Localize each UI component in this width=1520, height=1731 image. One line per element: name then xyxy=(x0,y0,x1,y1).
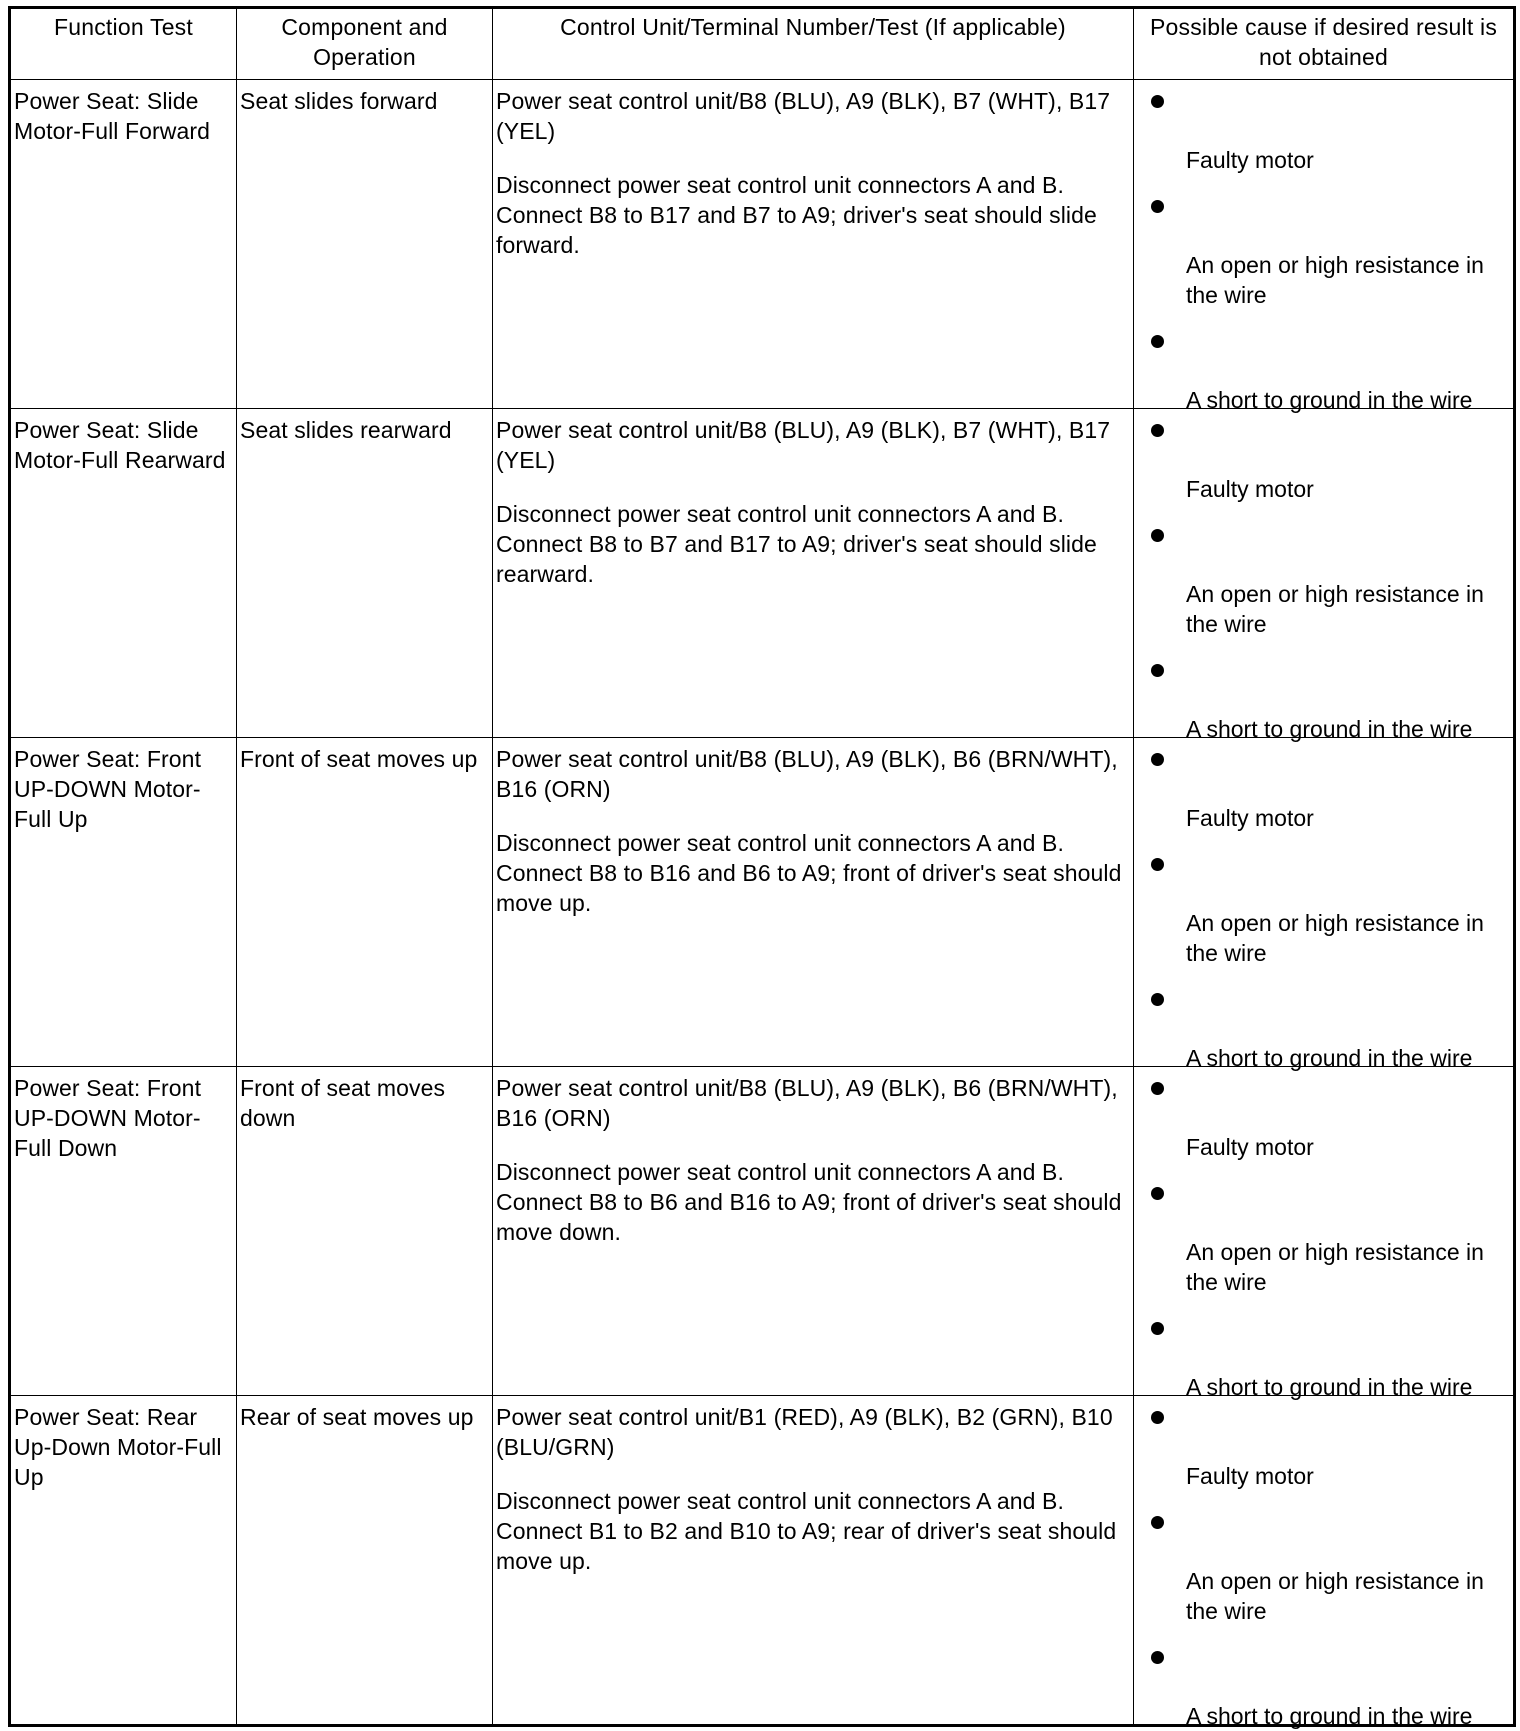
cause-text: Faulty motor xyxy=(1186,147,1314,173)
function-test-table xyxy=(8,6,1516,1727)
bullet-icon xyxy=(1151,753,1164,766)
operation-cell xyxy=(237,409,493,738)
cause-text: An open or high resistance in the wire xyxy=(1186,581,1484,637)
bullet-icon xyxy=(1151,1411,1164,1424)
bullet-icon xyxy=(1151,1187,1164,1200)
test-procedure-text: Disconnect power seat control unit connectors A and B. Connect B8 to B6 and B16 to A9; front of driver's seat should move down. xyxy=(496,1159,1122,1245)
header-function-test: Function Test xyxy=(10,8,237,80)
function-cell xyxy=(10,738,237,1067)
control-unit-text: Power seat control unit/B1 (RED), A9 (BLK), B2 (GRN), B10 (BLU/GRN) xyxy=(496,1404,1113,1460)
bullet-icon xyxy=(1151,335,1164,348)
bullet-icon xyxy=(1151,1516,1164,1529)
cause-text: An open or high resistance in the wire xyxy=(1186,1239,1484,1295)
cause-text: A short to ground in the wire xyxy=(1186,1703,1473,1729)
cause-text: A short to ground in the wire xyxy=(1186,387,1473,413)
test-procedure-text: Disconnect power seat control unit connectors A and B. Connect B1 to B2 and B10 to A9; rear of driver's seat should move up. xyxy=(496,1488,1117,1574)
bullet-icon xyxy=(1151,200,1164,213)
cause-text: A short to ground in the wire xyxy=(1186,716,1473,742)
bullet-icon xyxy=(1151,95,1164,108)
function-cell xyxy=(10,1396,237,1726)
cause-text: An open or high resistance in the wire xyxy=(1186,252,1484,308)
operation-cell xyxy=(237,738,493,1067)
function-text: Power Seat: Front UP-DOWN Motor-Full Down xyxy=(14,1075,202,1161)
bullet-icon xyxy=(1151,1651,1164,1664)
test-procedure-text: Disconnect power seat control unit connectors A and B. Connect B8 to B7 and B17 to A9; driver's seat should slide rearward. xyxy=(496,501,1097,587)
possible-cause-cell xyxy=(1134,1067,1515,1400)
table-row xyxy=(10,738,1515,1067)
header-component-operation: Component and Operation xyxy=(237,8,493,80)
cause-text: An open or high resistance in the wire xyxy=(1186,910,1484,966)
control-unit-cell xyxy=(493,80,1134,409)
bullet-icon xyxy=(1151,858,1164,871)
control-unit-text: Power seat control unit/B8 (BLU), A9 (BLK), B7 (WHT), B17 (YEL) xyxy=(496,417,1111,473)
cause-text: A short to ground in the wire xyxy=(1186,1374,1473,1400)
control-unit-text: Power seat control unit/B8 (BLU), A9 (BLK), B7 (WHT), B17 (YEL) xyxy=(496,88,1111,144)
cause-text: Faulty motor xyxy=(1186,476,1314,502)
operation-cell xyxy=(237,80,493,409)
bullet-icon xyxy=(1151,993,1164,1006)
bullet-icon xyxy=(1151,1322,1164,1335)
function-text: Power Seat: Front UP-DOWN Motor-Full Up xyxy=(14,746,202,832)
control-unit-cell xyxy=(493,1067,1134,1396)
possible-cause-cell xyxy=(1134,1396,1515,1729)
operation-text: Seat slides rearward xyxy=(240,417,452,443)
function-cell xyxy=(10,80,237,409)
function-text: Power Seat: Slide Motor-Full Rearward xyxy=(14,417,226,473)
operation-cell xyxy=(237,1067,493,1396)
table-row xyxy=(10,80,1515,409)
possible-cause-cell xyxy=(1134,409,1515,742)
operation-cell xyxy=(237,1396,493,1726)
table-header-row xyxy=(10,8,1515,80)
table-row xyxy=(10,1396,1515,1726)
bullet-icon xyxy=(1151,529,1164,542)
bullet-icon xyxy=(1151,424,1164,437)
test-procedure-text: Disconnect power seat control unit connectors A and B. Connect B8 to B17 and B7 to A9; driver's seat should slide forward. xyxy=(496,172,1097,258)
table-row xyxy=(10,1067,1515,1396)
operation-text: Rear of seat moves up xyxy=(240,1404,474,1430)
function-text: Power Seat: Slide Motor-Full Forward xyxy=(14,88,211,144)
header-possible-cause: Possible cause if desired result is not obtained xyxy=(1134,8,1515,80)
possible-cause-cell xyxy=(1134,738,1515,1071)
cause-text: Faulty motor xyxy=(1186,1463,1314,1489)
cause-text: Faulty motor xyxy=(1186,805,1314,831)
control-unit-cell xyxy=(493,738,1134,1067)
operation-text: Front of seat moves up xyxy=(240,746,478,772)
function-cell xyxy=(10,1067,237,1396)
test-procedure-text: Disconnect power seat control unit connectors A and B. Connect B8 to B16 and B6 to A9; front of driver's seat should move up. xyxy=(496,830,1122,916)
operation-text: Seat slides forward xyxy=(240,88,438,114)
function-cell xyxy=(10,409,237,738)
control-unit-text: Power seat control unit/B8 (BLU), A9 (BLK), B6 (BRN/WHT), B16 (ORN) xyxy=(496,746,1118,802)
bullet-icon xyxy=(1151,664,1164,677)
possible-cause-cell xyxy=(1134,80,1515,413)
operation-text: Front of seat moves down xyxy=(240,1075,446,1131)
table-row xyxy=(10,409,1515,738)
control-unit-text: Power seat control unit/B8 (BLU), A9 (BLK), B6 (BRN/WHT), B16 (ORN) xyxy=(496,1075,1118,1131)
control-unit-cell xyxy=(493,409,1134,738)
function-text: Power Seat: Rear Up-Down Motor-Full Up xyxy=(14,1404,222,1490)
cause-text: An open or high resistance in the wire xyxy=(1186,1568,1484,1624)
cause-text: A short to ground in the wire xyxy=(1186,1045,1473,1071)
header-control-unit: Control Unit/Terminal Number/Test (If applicable) xyxy=(493,8,1134,80)
bullet-icon xyxy=(1151,1082,1164,1095)
control-unit-cell xyxy=(493,1396,1134,1726)
cause-text: Faulty motor xyxy=(1186,1134,1314,1160)
